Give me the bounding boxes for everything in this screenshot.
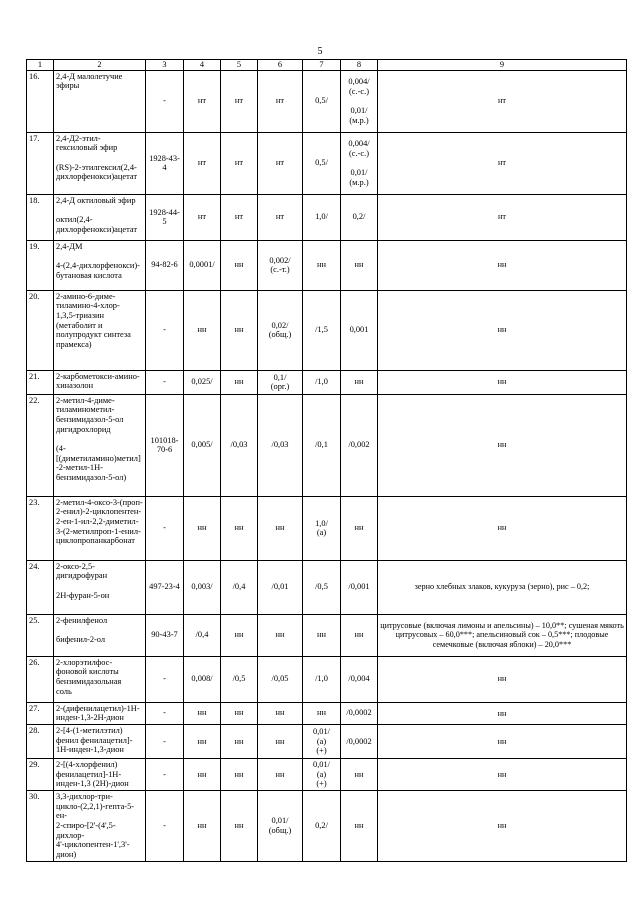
value-cell: 0,01/ (общ.)	[258, 790, 303, 861]
substance-name: 3,3-дихлор-три- цикло-(2,2,1)-гепта-5-ен- 2-спиро-[2'-(4',5-дихлор- 4'-циклопентен-1',3'- дион)	[56, 791, 135, 859]
residue-limits-cell: нн	[378, 394, 627, 496]
value-cell: нн	[303, 702, 341, 724]
substance-name-cell	[54, 790, 146, 861]
table-row	[27, 290, 627, 370]
value-cell: нн	[221, 290, 258, 370]
row-number: 21.	[27, 370, 54, 394]
value-cell: 0,01/ (а) (+)	[303, 758, 341, 790]
value-cell: 0,004/ (с.-с.) 0,01/ (м.р.)	[341, 70, 378, 132]
value-cell: нт	[258, 194, 303, 240]
cas-number: -	[146, 290, 184, 370]
substance-name: 2-(дифенилацетил)-1Н- инден-1,3-2Н-дион	[56, 703, 140, 723]
row-number: 29.	[27, 758, 54, 790]
cas-number: -	[146, 724, 184, 758]
table-row	[27, 758, 627, 790]
value-cell: нн	[258, 758, 303, 790]
substance-name: 2,4-ДМ 4-(2,4-дихлорфенокси)- бутановая кислота	[56, 241, 140, 280]
cas-number: -	[146, 702, 184, 724]
table-row	[27, 790, 627, 861]
substance-name: 2-амино-6-диме- тиламино-4-хлор- 1,3,5-триазин (метаболит и полупродукт синтеза прамекса)	[56, 291, 131, 349]
substance-name-cell	[54, 394, 146, 496]
substance-name: 2-[4-(1-метилэтил) фенил фенилацетил]- 1Н-инден-1,3-дион	[56, 725, 133, 755]
substance-name-cell	[54, 656, 146, 702]
cas-number: -	[146, 790, 184, 861]
cas-number: 1928-43- 4	[146, 132, 184, 194]
value-cell: нт	[184, 132, 221, 194]
table-row	[27, 724, 627, 758]
value-cell: 0,008/	[184, 656, 221, 702]
column-header: 1	[27, 60, 54, 71]
value-cell: нт	[184, 70, 221, 132]
value-cell: нн	[221, 702, 258, 724]
value-cell: 0,5/	[303, 132, 341, 194]
substance-name-cell	[54, 614, 146, 656]
value-cell: /1,5	[303, 290, 341, 370]
value-cell: /0,05	[258, 656, 303, 702]
residue-limits-cell: нт	[378, 70, 627, 132]
substance-name: 2,4-Д октиловый эфир октил(2,4- дихлорфенокси)ацетат	[56, 195, 137, 234]
value-cell: /0,002	[341, 394, 378, 496]
residue-limits-cell: нт	[378, 132, 627, 194]
substance-name: 2-хлорэтилфос- фоновой кислоты бензимидазольная соль	[56, 657, 122, 696]
column-header: 5	[221, 60, 258, 71]
value-cell: 0,001	[341, 290, 378, 370]
value-cell: нн	[258, 702, 303, 724]
substance-name: 2-[(4-хлорфенил) фенилацетил]-1Н- инден-1,3 (2Н)-дион	[56, 759, 129, 789]
row-number: 28.	[27, 724, 54, 758]
column-header: 4	[184, 60, 221, 71]
value-cell: нн	[341, 614, 378, 656]
cas-number: 101018- 70-6	[146, 394, 184, 496]
value-cell: 0,2/	[303, 790, 341, 861]
table-row	[27, 70, 627, 132]
substance-name-cell	[54, 290, 146, 370]
value-cell: /0,5	[303, 560, 341, 614]
row-number: 30.	[27, 790, 54, 861]
residue-limits-cell: нн	[378, 790, 627, 861]
column-header: 8	[341, 60, 378, 71]
column-number-row	[27, 60, 627, 71]
value-cell: нт	[221, 132, 258, 194]
value-cell: нн	[221, 496, 258, 560]
value-cell: /0,0002	[341, 724, 378, 758]
value-cell: /1,0	[303, 656, 341, 702]
table-row	[27, 656, 627, 702]
row-number: 20.	[27, 290, 54, 370]
substance-name: 2-карбометокси-амино- хиназолон	[56, 371, 140, 391]
cas-number: -	[146, 496, 184, 560]
value-cell: /0,004	[341, 656, 378, 702]
value-cell: 0,025/	[184, 370, 221, 394]
value-cell: нн	[341, 240, 378, 290]
value-cell: 0,01/ (а) (+)	[303, 724, 341, 758]
substance-name: 2-оксо-2,5- дигидрофуран 2Н-фуран-5-он	[56, 561, 110, 600]
value-cell: нн	[184, 724, 221, 758]
value-cell: /0,5	[221, 656, 258, 702]
substance-name-cell	[54, 758, 146, 790]
value-cell: нн	[341, 496, 378, 560]
table-row	[27, 560, 627, 614]
value-cell: /0,03	[258, 394, 303, 496]
substance-name: 2-метил-4-диме- тиламинометил- бензимидазол-5-ол дигидрохлорид (4- [(диметиламино)метил] -2-метил-1Н- бензимидазол-5-ол)	[56, 395, 141, 482]
value-cell: 0,0001/	[184, 240, 221, 290]
page-number: 5	[317, 46, 323, 57]
table-row	[27, 702, 627, 724]
cas-number: 1928-44- 5	[146, 194, 184, 240]
value-cell: /0,03	[221, 394, 258, 496]
value-cell: нн	[258, 496, 303, 560]
value-cell: нн	[303, 614, 341, 656]
column-header: 9	[378, 60, 627, 71]
value-cell: 0,5/	[303, 70, 341, 132]
substance-name: 2,4-Д2-этил- гексиловый эфир (RS)-2-этилгексил(2,4- дихлорфенокси)ацетат	[56, 133, 137, 182]
value-cell: 1,0/ (а)	[303, 496, 341, 560]
row-number: 19.	[27, 240, 54, 290]
residue-limits-cell: нн	[378, 724, 627, 758]
row-number: 24.	[27, 560, 54, 614]
table-row	[27, 194, 627, 240]
cas-number: -	[146, 758, 184, 790]
residue-limits-cell: нн	[378, 758, 627, 790]
substance-name: 2,4-Д малолетучие эфиры	[56, 71, 123, 91]
row-number: 25.	[27, 614, 54, 656]
value-cell: нн	[221, 240, 258, 290]
table-row	[27, 496, 627, 560]
cas-number: -	[146, 70, 184, 132]
value-cell: нн	[221, 614, 258, 656]
substance-name-cell	[54, 370, 146, 394]
cas-number: -	[146, 370, 184, 394]
value-cell: нн	[221, 790, 258, 861]
table-row	[27, 614, 627, 656]
residue-limits-cell: нн	[378, 496, 627, 560]
substance-name-cell	[54, 70, 146, 132]
residue-limits-cell: цитрусовые (включая лимоны и апельсины) – 10,0**; сушеная мякоть цитрусовых – 60,0***; апельсиновый сок – 0,5***; плодовые семечковые (включая яблоки) – 20,0***	[378, 614, 627, 656]
value-cell: 0,02/ (общ.)	[258, 290, 303, 370]
residue-limits-cell: нн	[378, 656, 627, 702]
value-cell: 0,004/ (с.-с.) 0,01/ (м.р.)	[341, 132, 378, 194]
substance-name: 2-фенилфенол бифенил-2-ол	[56, 615, 108, 644]
column-header: 6	[258, 60, 303, 71]
value-cell: нн	[258, 614, 303, 656]
row-number: 26.	[27, 656, 54, 702]
substance-name-cell	[54, 724, 146, 758]
residue-limits-cell: нн	[378, 290, 627, 370]
value-cell: /0,1	[303, 394, 341, 496]
value-cell: /1,0	[303, 370, 341, 394]
value-cell: 1,0/	[303, 194, 341, 240]
value-cell: нн	[184, 702, 221, 724]
column-header: 3	[146, 60, 184, 71]
value-cell: /0,4	[221, 560, 258, 614]
row-number: 16.	[27, 70, 54, 132]
value-cell: /0,0002	[341, 702, 378, 724]
substance-name-cell	[54, 240, 146, 290]
cas-number: -	[146, 656, 184, 702]
value-cell: 0,1/ (орг.)	[258, 370, 303, 394]
substance-name: 2-метил-4-оксо-3-(проп- 2-енил)-2-циклопентен- 2-ен-1-ил-2,2-диметил- 3-(2-метилпроп-1-енил- циклопропанкарбонат	[56, 497, 143, 546]
column-header: 2	[54, 60, 146, 71]
value-cell: нт	[221, 194, 258, 240]
value-cell: нн	[184, 758, 221, 790]
value-cell: нн	[184, 496, 221, 560]
value-cell: нн	[341, 370, 378, 394]
value-cell: нн	[221, 370, 258, 394]
substance-name-cell	[54, 496, 146, 560]
value-cell: нн	[221, 724, 258, 758]
value-cell: 0,002/ (с.-т.)	[258, 240, 303, 290]
value-cell: /0,4	[184, 614, 221, 656]
value-cell: 0,2/	[341, 194, 378, 240]
substance-name-cell	[54, 194, 146, 240]
value-cell: 0,003/	[184, 560, 221, 614]
substance-name-cell	[54, 702, 146, 724]
value-cell: нт	[221, 70, 258, 132]
value-cell: нн	[184, 290, 221, 370]
cas-number: 497-23-4	[146, 560, 184, 614]
value-cell: нн	[184, 790, 221, 861]
hygiene-standards-table	[26, 59, 627, 862]
value-cell: 0,005/	[184, 394, 221, 496]
value-cell: нн	[221, 758, 258, 790]
row-number: 22.	[27, 394, 54, 496]
residue-limits-cell: нн	[378, 240, 627, 290]
cas-number: 94-82-6	[146, 240, 184, 290]
value-cell: нн	[341, 758, 378, 790]
residue-limits-cell: нн	[378, 370, 627, 394]
value-cell: /0,001	[341, 560, 378, 614]
table-row	[27, 240, 627, 290]
value-cell: нн	[341, 790, 378, 861]
table-row	[27, 394, 627, 496]
residue-limits-cell: зерно хлебных злаков, кукуруза (зерно), рис – 0,2;	[378, 560, 627, 614]
value-cell: нн	[258, 724, 303, 758]
substance-name-cell	[54, 132, 146, 194]
table-row	[27, 132, 627, 194]
value-cell: нт	[258, 132, 303, 194]
value-cell: нн	[303, 240, 341, 290]
cas-number: 90-43-7	[146, 614, 184, 656]
table-body	[27, 70, 627, 861]
value-cell: нт	[184, 194, 221, 240]
row-number: 17.	[27, 132, 54, 194]
row-number: 27.	[27, 702, 54, 724]
residue-limits-cell: нт	[378, 194, 627, 240]
table-row	[27, 370, 627, 394]
value-cell: нт	[258, 70, 303, 132]
column-header: 7	[303, 60, 341, 71]
value-cell: /0,01	[258, 560, 303, 614]
row-number: 23.	[27, 496, 54, 560]
substance-name-cell	[54, 560, 146, 614]
row-number: 18.	[27, 194, 54, 240]
residue-limits-cell: нн	[378, 702, 627, 724]
